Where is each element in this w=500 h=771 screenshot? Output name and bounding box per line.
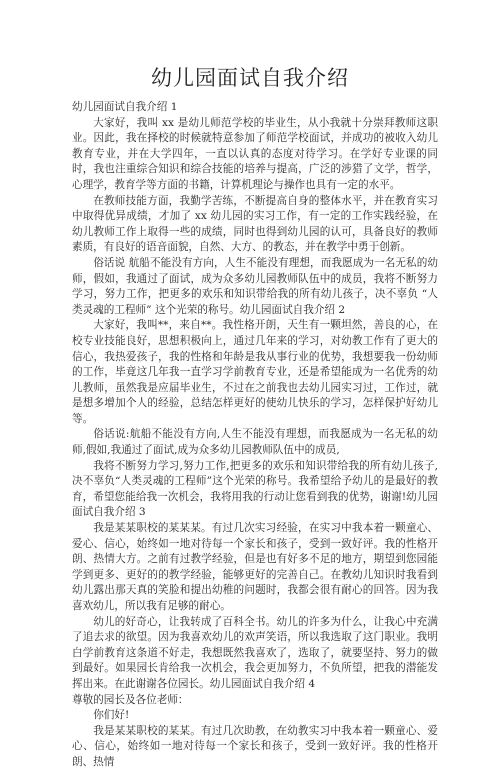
document-title: 幼儿园面试自我介绍 — [151, 66, 349, 90]
paragraph: 在教师技能方面，我勤学苦练，不断提高自身的整体水平，并在教育实习中取得优异成绩，才加了 xx 幼儿园的实习工作，有一定的工作实践经验，在幼儿教师工作上取得一些的成绩，同时也得到幼儿园的认可，具备良好的教师素质，有良好的语音面貌，自然、大方、的教态，并在教学中勇于创新。 — [72, 194, 438, 254]
paragraph: 尊敬的园长及各位老师： — [72, 693, 189, 706]
paragraph: 我将不断努力学习,努力工作,把更多的欢乐和知识带给我的所有幼儿孩子,决不辜负“人类灵魂的工程师”这个光荣的称号。我希望给予幼儿的是最好的教育，希望您能给我一次机会，我将用我的行动让您看到我的优势，谢谢!幼儿园面试自我介绍 3 — [72, 459, 438, 519]
paragraph: 俗话说 航船不能没有方向，人生不能没有理想，而我愿成为一名无私的幼师，假如，我通过了面试，成为众多幼儿园教师队伍中的成员，我将不断努力学习，努力工作，把更多的欢乐和知识带给我的所有幼儿孩子，决不辜负 “人类灵魂的工程师” 这个光荣的称号。幼儿园面试自我介绍 2 — [72, 256, 438, 316]
paragraph: 俗话说:航船不能没有方向,人生不能没有理想，而我愿成为一名无私的幼师,假如,我通过了面试,成为众多幼儿园教师队伍中的成员, — [72, 428, 438, 457]
paragraph: 幼儿的好奇心，让我转成了百科全书。幼儿的许多为什么，让我心中充满了追去求的欲望。因为我喜欢幼儿的欢声笑语，所以我选取了这门职业。我明白学前教育这条道不好走，我想既然我喜欢了，选取了，就要坚持、努力的做到最好。如果园长肯给我一次机会，我会更加努力，不负所望，把我的潜能发挥出来。在此谢谢各位园长。幼儿园面试自我介绍 4 — [72, 615, 438, 690]
paragraph: 大家好，我叫**，来自**。我性格开朗，天生有一颗坦然，善良的心，在校专业技能良好，思想积极向上，通过几年来的学习，对幼教工作有了更大的信心，我热爱孩子，我的性格和年龄是我从事行业的优势，我想要我一份幼师的工作，毕竟这几年我一直学习学前教育专业，还是希望能成为一名优秀的幼儿教师，虽然我是应届毕业生，不过在之前我也去幼儿园实习过，工作过，就是想多增加个人的经验，总结怎样更好的使幼儿快乐的学习，怎样保护好幼儿等。 — [72, 319, 438, 425]
document-body — [72, 100, 438, 771]
paragraph: 你们好! — [93, 709, 130, 722]
paragraph: 我是某某职校的某某。有过几次助教，在幼教实习中我本着一颗童心、爱心、信心，始终如一地对待每一个家长和孩子，受到一致好评。我的性格开朗、热情 — [72, 724, 438, 768]
paragraph: 我是某某职校的某某某。有过几次实习经验，在实习中我本着一颗童心、爱心、信心，始终如一地对待每一个家长和孩子，受到一致好评。我的性格开朗、热情大方。之前有过教学经验，但是也有好多不足的地方，期望到您园能学到更多、更好的的教学经验，能够更好的完善自己。在教幼儿知识时我看到幼儿露出那天真的笑脸和提出幼稚的问题时，我都会很有耐心的回答。因为我喜欢幼儿，所以我有足够的耐心。 — [72, 522, 438, 612]
paragraph: 幼儿园面试自我介绍 1 — [72, 101, 178, 113]
paragraph: 大家好，我叫 xx 是幼儿师范学校的毕业生，从小我就十分崇拜教师这职业。因此，我在择校的时候就特意参加了师范学校面试，并成功的被收入幼儿教育专业，并在大学四年，一直以认真的态度对待学习。在学好专业课的同时，我也注重综合知识和综合技能的培养与提高，广泛的涉猎了文学，哲学，心理学，教育学等方面的书籍，计算机理论与操作也具有一定的水平。 — [72, 116, 438, 191]
